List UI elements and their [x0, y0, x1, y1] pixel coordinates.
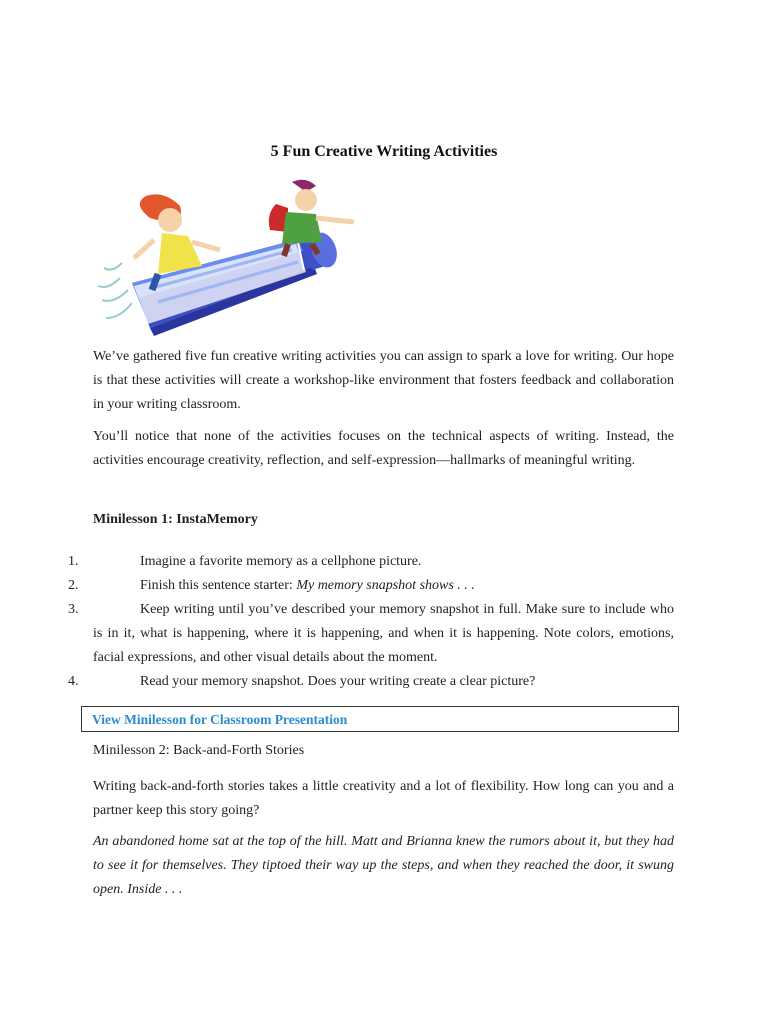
minilesson-2-heading: Minilesson 2: Back-and-Forth Stories [93, 743, 305, 758]
step-number: 3. [68, 602, 79, 617]
minilesson-2-intro: Writing back-and-forth stories takes a little creativity and a lot of flexibility. How long can you and a partner keep this story going? [93, 779, 674, 818]
story-starter: An abandoned home sat at the top of the hill. Matt and Brianna knew the rumors about it, but they had to see it for themselves. They tiptoed their way up the steps, and when they reached the door, it swung open. Inside . . . [93, 834, 674, 897]
step-sentence-starter: My memory snapshot shows . . . [296, 578, 475, 593]
step-number: 4. [68, 674, 79, 689]
minilesson-link-box [81, 706, 679, 732]
intro-paragraph-1: We’ve gathered five fun creative writing activities you can assign to spark a love for writing. Our hope is that these activities will create a workshop-like environment that fosters feedback and collaboration in your writing classroom. [93, 349, 674, 412]
page-title: 5 Fun Creative Writing Activities [270, 143, 498, 160]
step-text: Read your memory snapshot. Does your writing create a clear picture? [140, 674, 536, 689]
illustration-svg [92, 178, 372, 338]
step-text: Keep writing until you’ve described your memory snapshot in full. Make sure to include who is in it, what is happening, where it is happening, and when it is happening. Note colors, emotions, facial expressions, and other visual details about the moment. [93, 602, 674, 665]
step-text: Finish this sentence starter: [140, 578, 297, 593]
list-item [68, 574, 674, 598]
step-text: Imagine a favorite memory as a cellphone picture. [140, 554, 422, 569]
kids-riding-pencil-illustration [92, 178, 372, 338]
minilesson-1-steps [68, 550, 674, 694]
list-item [68, 670, 674, 694]
view-minilesson-link[interactable]: View Minilesson for Classroom Presentation [92, 712, 348, 727]
minilesson-1-heading: Minilesson 1: InstaMemory [93, 512, 258, 527]
intro-paragraph-2: You’ll notice that none of the activities focuses on the technical aspects of writing. Instead, the activities encourage creativity, reflection, and self-expression—hallmarks of meaningful writing. [93, 429, 674, 468]
list-item [68, 598, 674, 670]
step-number: 2. [68, 578, 79, 593]
list-item [68, 550, 674, 574]
step-number: 1. [68, 554, 79, 569]
